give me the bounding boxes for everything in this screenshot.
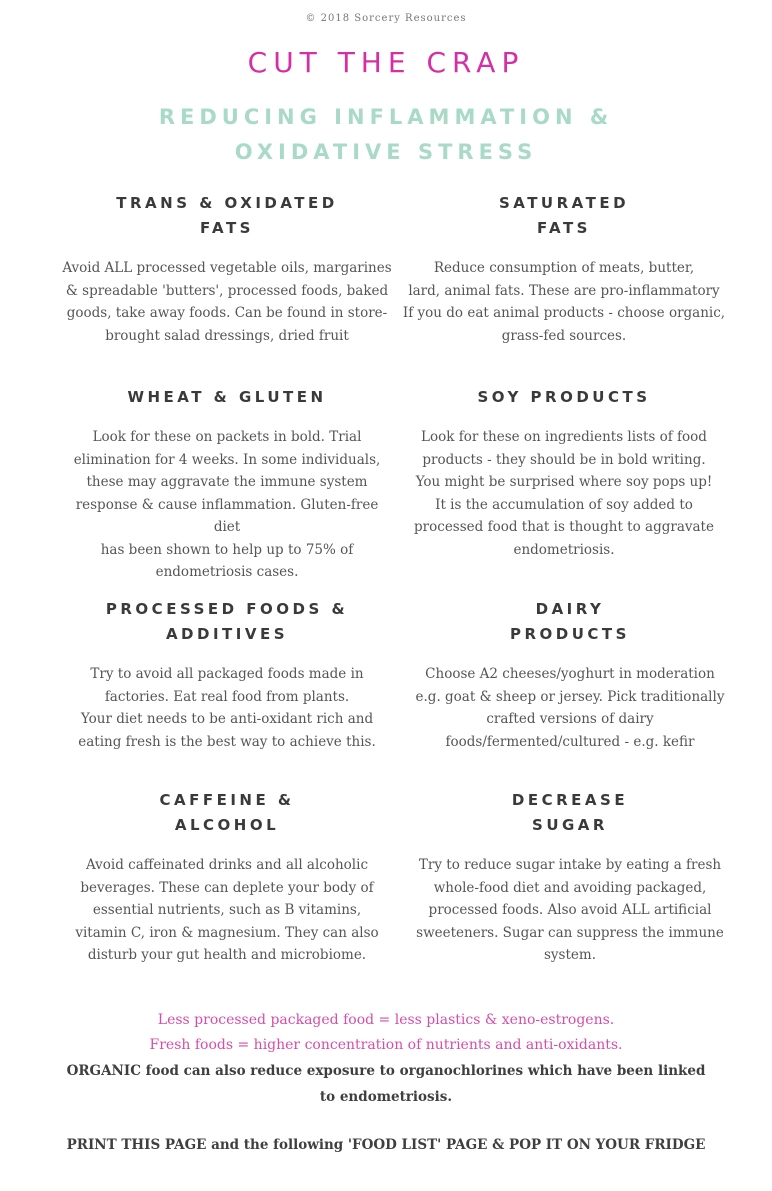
section-heading [62, 788, 392, 838]
section-dairy-products [405, 597, 735, 753]
footer-line-plastics: Less processed packaged food = less plastics & xeno-estrogens. [157, 1012, 615, 1028]
section-body: Try to avoid all packaged foods made in factories. Eat real food from plants. Your diet needs to be anti-oxidant rich and eating fresh is the best way to achieve this. [78, 666, 376, 750]
heading-line: PROCESSED FOODS & [105, 600, 349, 618]
heading-line: DECREASE [511, 791, 629, 809]
heading-line: ADDITIVES [165, 625, 289, 643]
section-caffeine-alcohol [62, 788, 392, 967]
section-heading [399, 385, 729, 410]
heading-line: TRANS & OXIDATED [116, 194, 338, 212]
heading-line: CAFFEINE & [159, 791, 295, 809]
heading-line: WHEAT & GLUTEN [127, 388, 327, 406]
section-heading [62, 385, 392, 410]
copyright-notice: © 2018 Sorcery Resources [305, 13, 467, 24]
page-title: CUT THE CRAP [247, 46, 525, 79]
section-saturated-fats [399, 191, 729, 347]
section-body: Look for these on packets in bold. Trial elimination for 4 weeks. In some individuals, these may aggravate the immune system response & cause inflammation. Gluten-free diet has been shown to help up to 75% of endometriosis cases. [73, 429, 381, 580]
section-body: Reduce consumption of meats, butter, lard, animal fats. These are pro-inflammatory If you do eat animal products - choose organic, grass-fed sources. [402, 260, 726, 344]
section-body: Choose A2 cheeses/yoghurt in moderation e.g. goat & sheep or jersey. Pick traditionally crafted versions of dairy foods/fermented/cultured - e.g. kefir [415, 666, 725, 750]
heading-line: PRODUCTS [510, 625, 630, 643]
section-heading [405, 597, 735, 647]
section-body: Look for these on ingredients lists of food products - they should be in bold writing. You might be surprised where soy pops up! It is the accumulation of soy added to processed food that is thought to aggravate endometriosis. [414, 429, 714, 558]
section-heading [62, 597, 392, 647]
section-body: Avoid caffeinated drinks and all alcoholic beverages. These can deplete your body of essential nutrients, such as B vitamins, vitamin C, iron & magnesium. They can also disturb your gut health and microbiome. [75, 857, 379, 963]
section-trans-fats [62, 191, 392, 347]
heading-line: SOY PRODUCTS [477, 388, 651, 406]
section-decrease-sugar [405, 788, 735, 967]
section-heading [405, 788, 735, 838]
page-subtitle [0, 100, 772, 170]
subtitle-line-1: REDUCING INFLAMMATION & [158, 105, 614, 129]
heading-line: FATS [536, 219, 591, 237]
heading-line: FATS [199, 219, 254, 237]
footer-line-organic: ORGANIC food can also reduce exposure to organochlorines which have been linked to endometriosis. [66, 1063, 706, 1105]
heading-line: SUGAR [532, 816, 608, 834]
print-instruction: PRINT THIS PAGE and the following 'FOOD LIST' PAGE & POP IT ON YOUR FRIDGE [66, 1137, 706, 1153]
footer-line-fresh-foods: Fresh foods = higher concentration of nutrients and anti-oxidants. [149, 1037, 623, 1053]
section-processed-foods [62, 597, 392, 753]
section-heading [62, 191, 392, 241]
heading-line: SATURATED [498, 194, 630, 212]
section-heading [399, 191, 729, 241]
section-body: Avoid ALL processed vegetable oils, margarines & spreadable 'butters', processed foods, baked goods, take away foods. Can be found in store- brought salad dressings, dried fruit [62, 260, 392, 344]
subtitle-line-2: OXIDATIVE STRESS [234, 140, 538, 164]
section-wheat-gluten [62, 385, 392, 584]
section-body: Try to reduce sugar intake by eating a fresh whole-food diet and avoiding packaged, processed foods. Also avoid ALL artificial sweeteners. Sugar can suppress the immune system. [416, 857, 724, 963]
heading-line: ALCOHOL [174, 816, 280, 834]
heading-line: DAIRY [535, 600, 605, 618]
footer-notes [0, 1008, 772, 1110]
section-soy-products [399, 385, 729, 561]
